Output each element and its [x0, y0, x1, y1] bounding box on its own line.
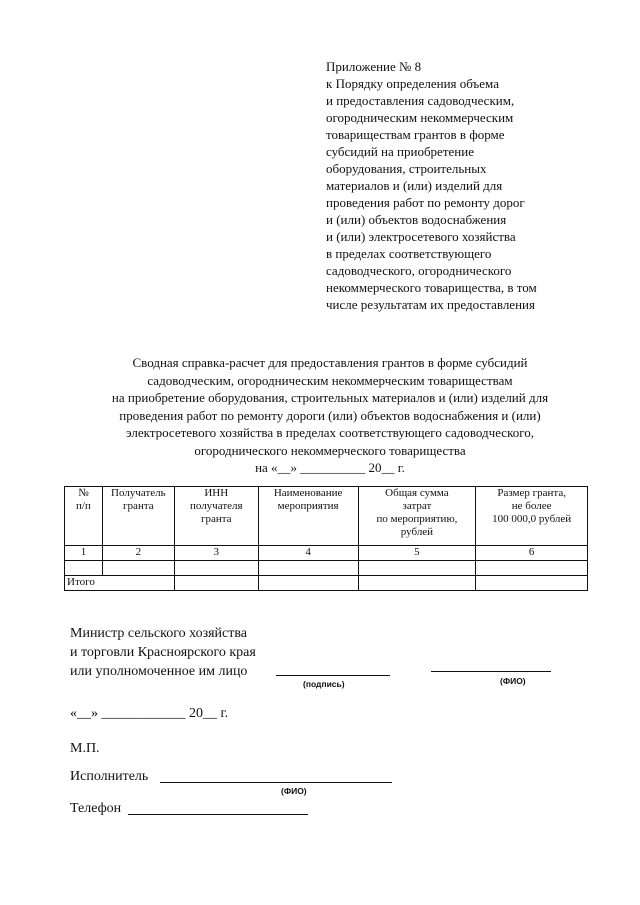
- signature-caption: (подпись): [303, 679, 345, 689]
- header-cell-grant-size: Размер гранта, не более 100 000,0 рублей: [476, 487, 588, 546]
- header-cell-event-name: Наименование мероприятия: [258, 487, 358, 546]
- fio-line: [431, 671, 551, 672]
- annex-line: Приложение № 8: [326, 59, 422, 74]
- number-cell: 3: [174, 546, 258, 561]
- annex-line: огородническим некоммерческим: [326, 110, 514, 125]
- annex-line: к Порядку определения объема: [326, 76, 499, 91]
- signatory-line: Министр сельского хозяйства: [70, 626, 247, 641]
- signature-line: [276, 675, 390, 676]
- executor-label: Исполнитель: [70, 769, 149, 784]
- annex-line: садоводческого, огороднического: [326, 263, 512, 278]
- empty-cell: [358, 576, 476, 591]
- date-field: «__» ____________ 20__ г.: [70, 706, 229, 721]
- empty-cell: [174, 561, 258, 576]
- title-line: на приобретение оборудования, строительных материалов и (или) изделий для: [111, 390, 549, 405]
- empty-cell: [476, 561, 588, 576]
- header-cell-number: № п/п: [65, 487, 103, 546]
- empty-cell: [358, 561, 476, 576]
- number-cell: 4: [258, 546, 358, 561]
- annex-line: некоммерческого товарищества, в том: [326, 280, 537, 295]
- annex-line: проведения работ по ремонту дорог: [326, 195, 525, 210]
- title-line: Сводная справка-расчет для предоставления грантов в форме субсидий: [132, 355, 528, 370]
- header-cell-inn: ИНН получателя гранта: [174, 487, 258, 546]
- annex-header: [326, 58, 626, 313]
- title-line: садоводческим, огородническим некоммерческим товариществам: [147, 372, 513, 388]
- annex-line: и предоставления садоводческим,: [326, 93, 515, 108]
- phone-line: [128, 814, 308, 815]
- number-cell: 5: [358, 546, 476, 561]
- empty-cell: [102, 561, 174, 576]
- report-table: [64, 486, 588, 591]
- executor-caption: (ФИО): [281, 786, 307, 796]
- annex-line: и (или) электросетевого хозяйства: [326, 229, 516, 244]
- title-line: электросетевого хозяйства в пределах соответствующего садоводческого,: [126, 425, 534, 440]
- annex-line: субсидий на приобретение: [326, 144, 474, 159]
- signatory-line: или уполномоченное им лицо: [70, 664, 248, 679]
- table-number-row: [65, 546, 588, 561]
- executor-line: [160, 782, 392, 783]
- number-cell: 2: [102, 546, 174, 561]
- empty-cell: [65, 561, 103, 576]
- number-cell: 1: [65, 546, 103, 561]
- title-date-line: на «__» __________ 20__ г.: [255, 460, 405, 475]
- annex-line: числе результатам их предоставления: [326, 297, 535, 312]
- table-row: [65, 561, 588, 576]
- signatory-block: [70, 624, 256, 681]
- annex-line: в пределах соответствующего: [326, 246, 492, 261]
- annex-line: товариществам грантов в форме: [326, 127, 505, 142]
- table-header-row: [65, 487, 588, 546]
- empty-cell: [174, 576, 258, 591]
- annex-line: оборудования, строительных: [326, 161, 487, 176]
- empty-cell: [258, 561, 358, 576]
- document-title: [40, 354, 620, 477]
- header-cell-total-cost: Общая сумма затрат по мероприятию, рублей: [358, 487, 476, 546]
- header-cell-recipient: Получатель гранта: [102, 487, 174, 546]
- title-line: проведения работ по ремонту дороги (или) объектов водоснабжения и (или): [119, 407, 541, 423]
- fio-caption: (ФИО): [500, 676, 526, 686]
- annex-line: материалов и (или) изделий для: [326, 178, 503, 193]
- empty-cell: [476, 576, 588, 591]
- empty-cell: [258, 576, 358, 591]
- total-label: Итого: [65, 576, 175, 591]
- stamp-label: М.П.: [70, 741, 100, 756]
- title-line: огороднического некоммерческого товарищества: [194, 442, 466, 458]
- annex-line: и (или) объектов водоснабжения: [326, 212, 507, 227]
- table-total-row: [65, 576, 588, 591]
- phone-label: Телефон: [70, 801, 122, 816]
- signatory-line: и торговли Красноярского края: [70, 645, 256, 660]
- number-cell: 6: [476, 546, 588, 561]
